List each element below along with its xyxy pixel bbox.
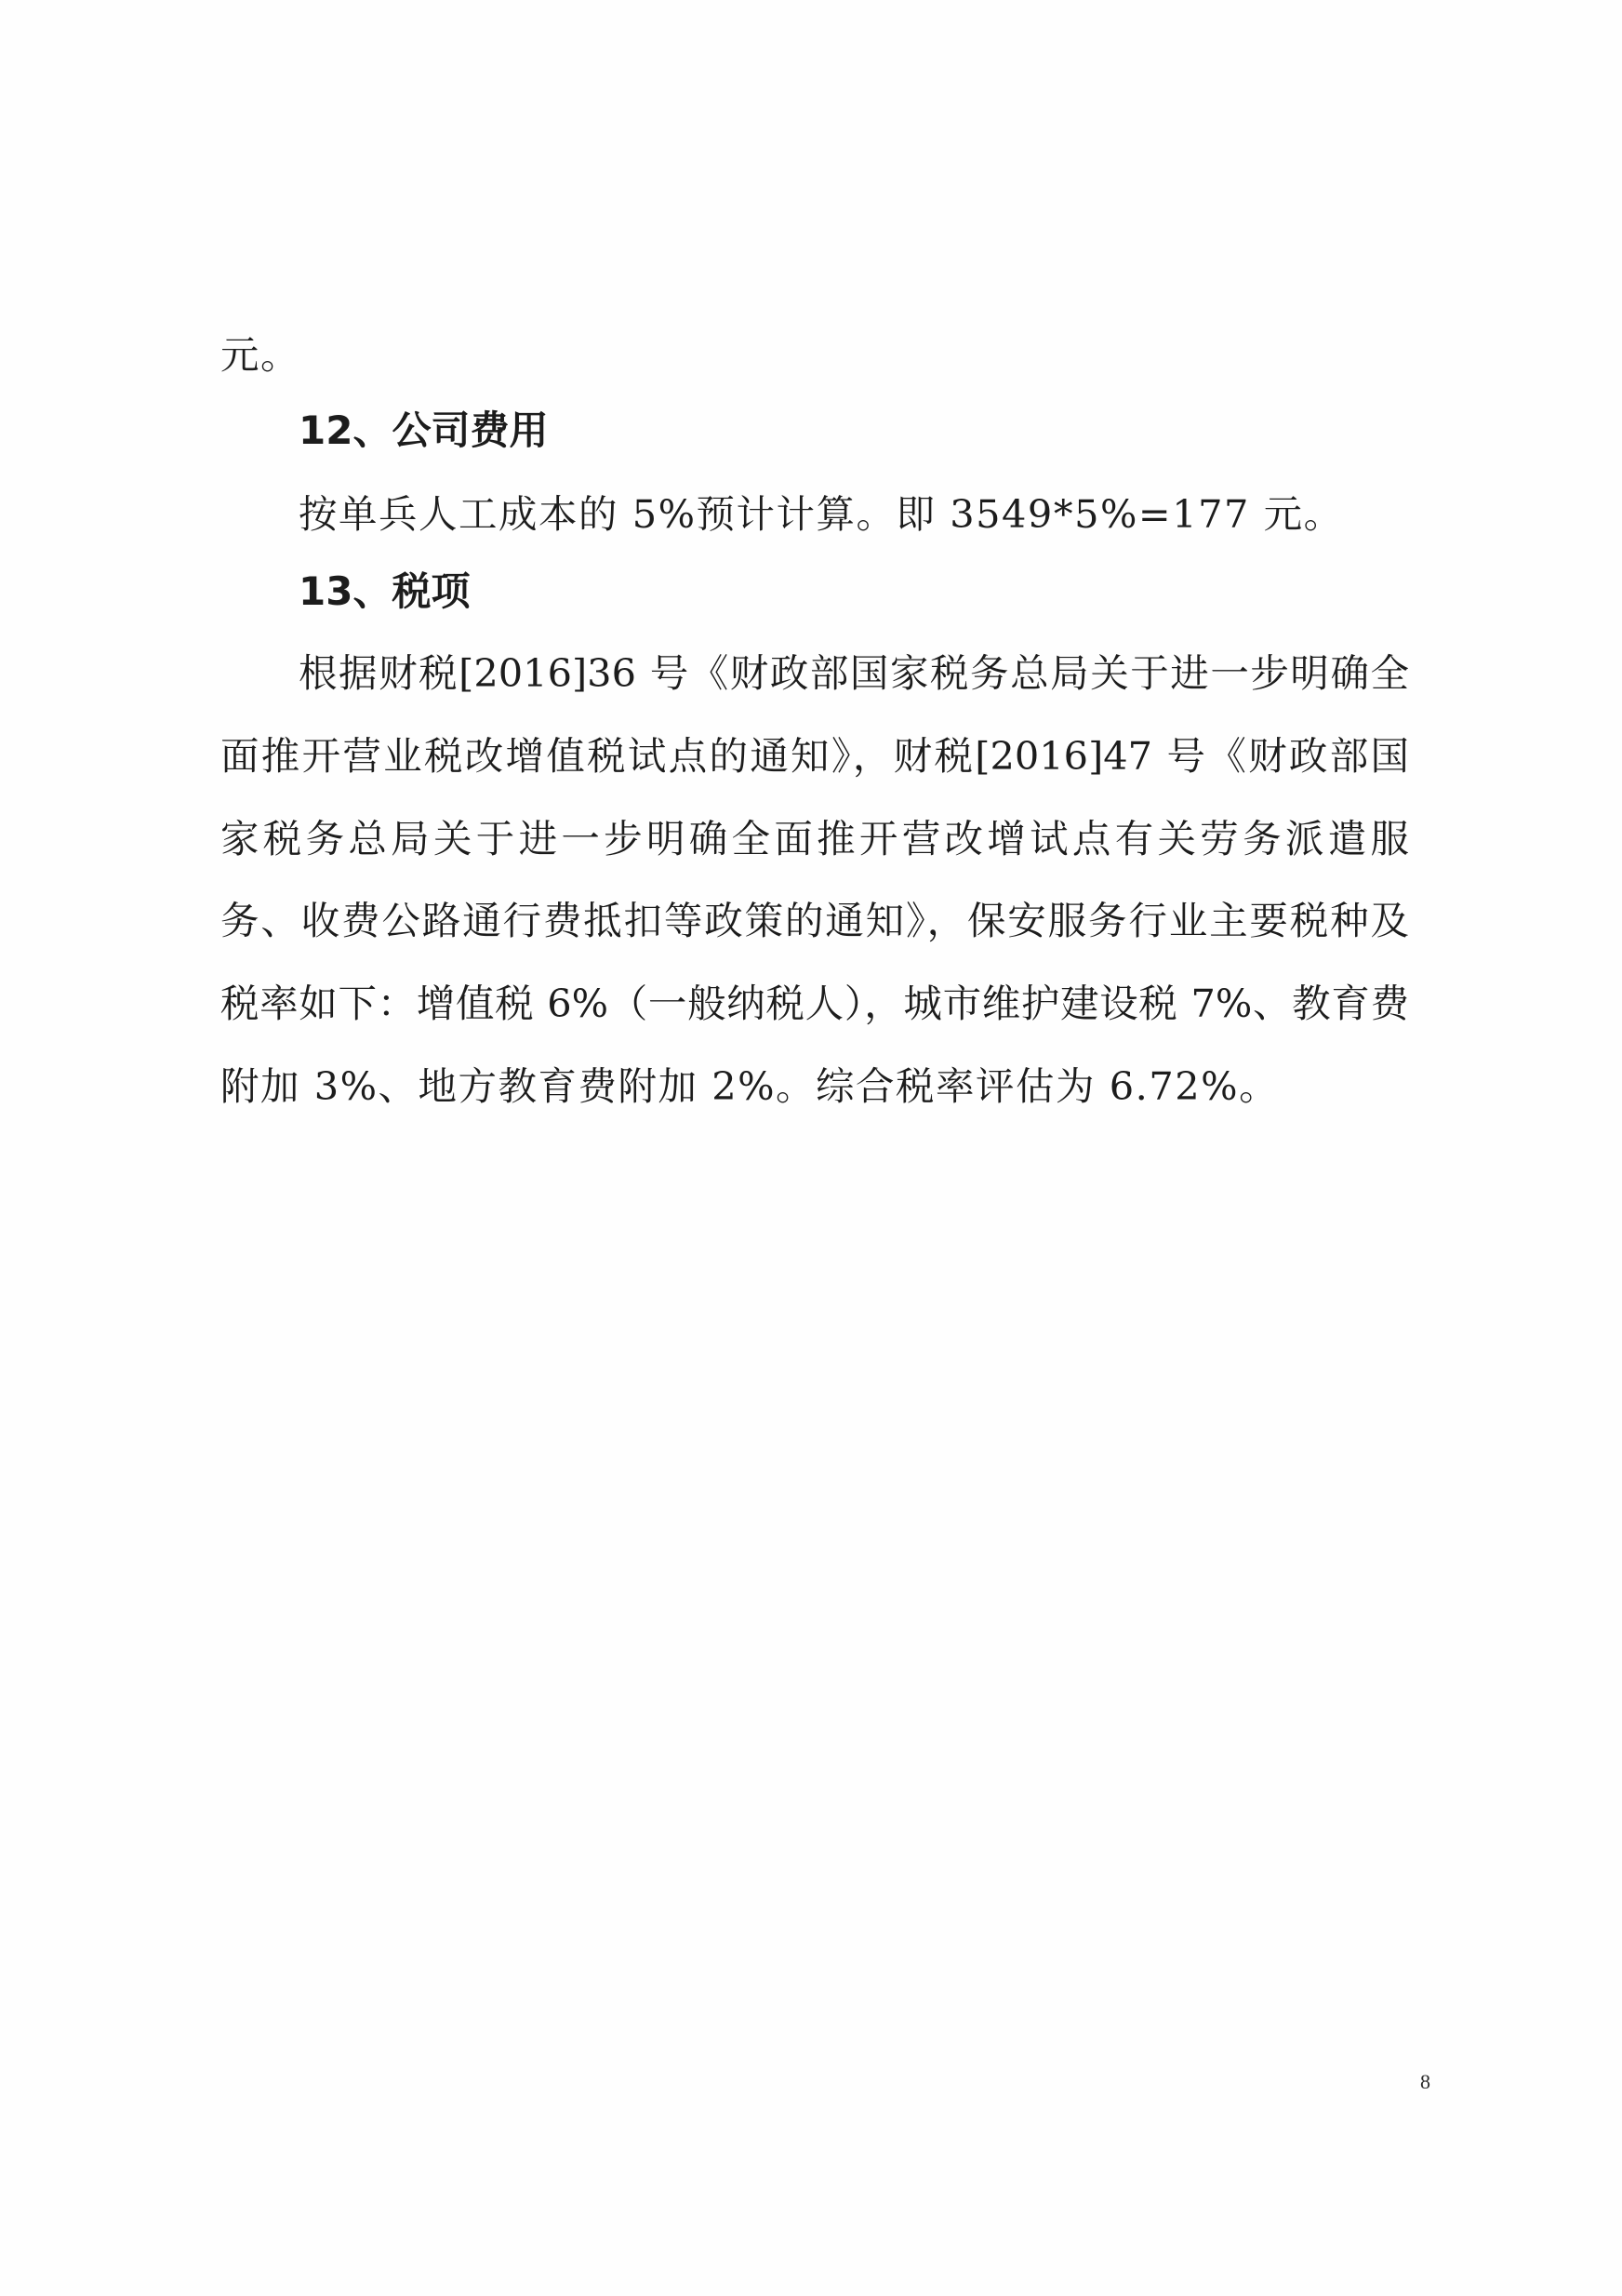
section-12-heading: 12、公司费用 xyxy=(299,407,549,453)
page-number: 8 xyxy=(1420,2070,1430,2093)
section-13-paragraph-line: 附加 3%、地方教育费附加 2%。综合税率评估为 6.72%。 xyxy=(220,1063,1280,1109)
section-13-paragraph-line: 税率如下：增值税 6%（一般纳税人），城市维护建设税 7%、教育费 xyxy=(220,981,1409,1026)
section-13-paragraph-line: 务、收费公路通行费抵扣等政策的通知》，保安服务行业主要税种及 xyxy=(220,898,1409,943)
section-12-paragraph: 按单兵人工成本的 5%预计计算。即 3549*5%=177 元。 xyxy=(299,491,1344,537)
continuation-text: 元。 xyxy=(220,332,301,378)
section-13-paragraph-line: 家税务总局关于进一步明确全面推开营改增试点有关劳务派遣服 xyxy=(220,816,1409,861)
section-13-paragraph-line: 根据财税[2016]36 号《财政部国家税务总局关于进一步明确全 xyxy=(299,650,1409,696)
section-13-paragraph-line: 面推开营业税改增值税试点的通知》，财税[2016]47 号《财政部国 xyxy=(220,733,1409,779)
section-13-heading: 13、税项 xyxy=(299,568,471,614)
